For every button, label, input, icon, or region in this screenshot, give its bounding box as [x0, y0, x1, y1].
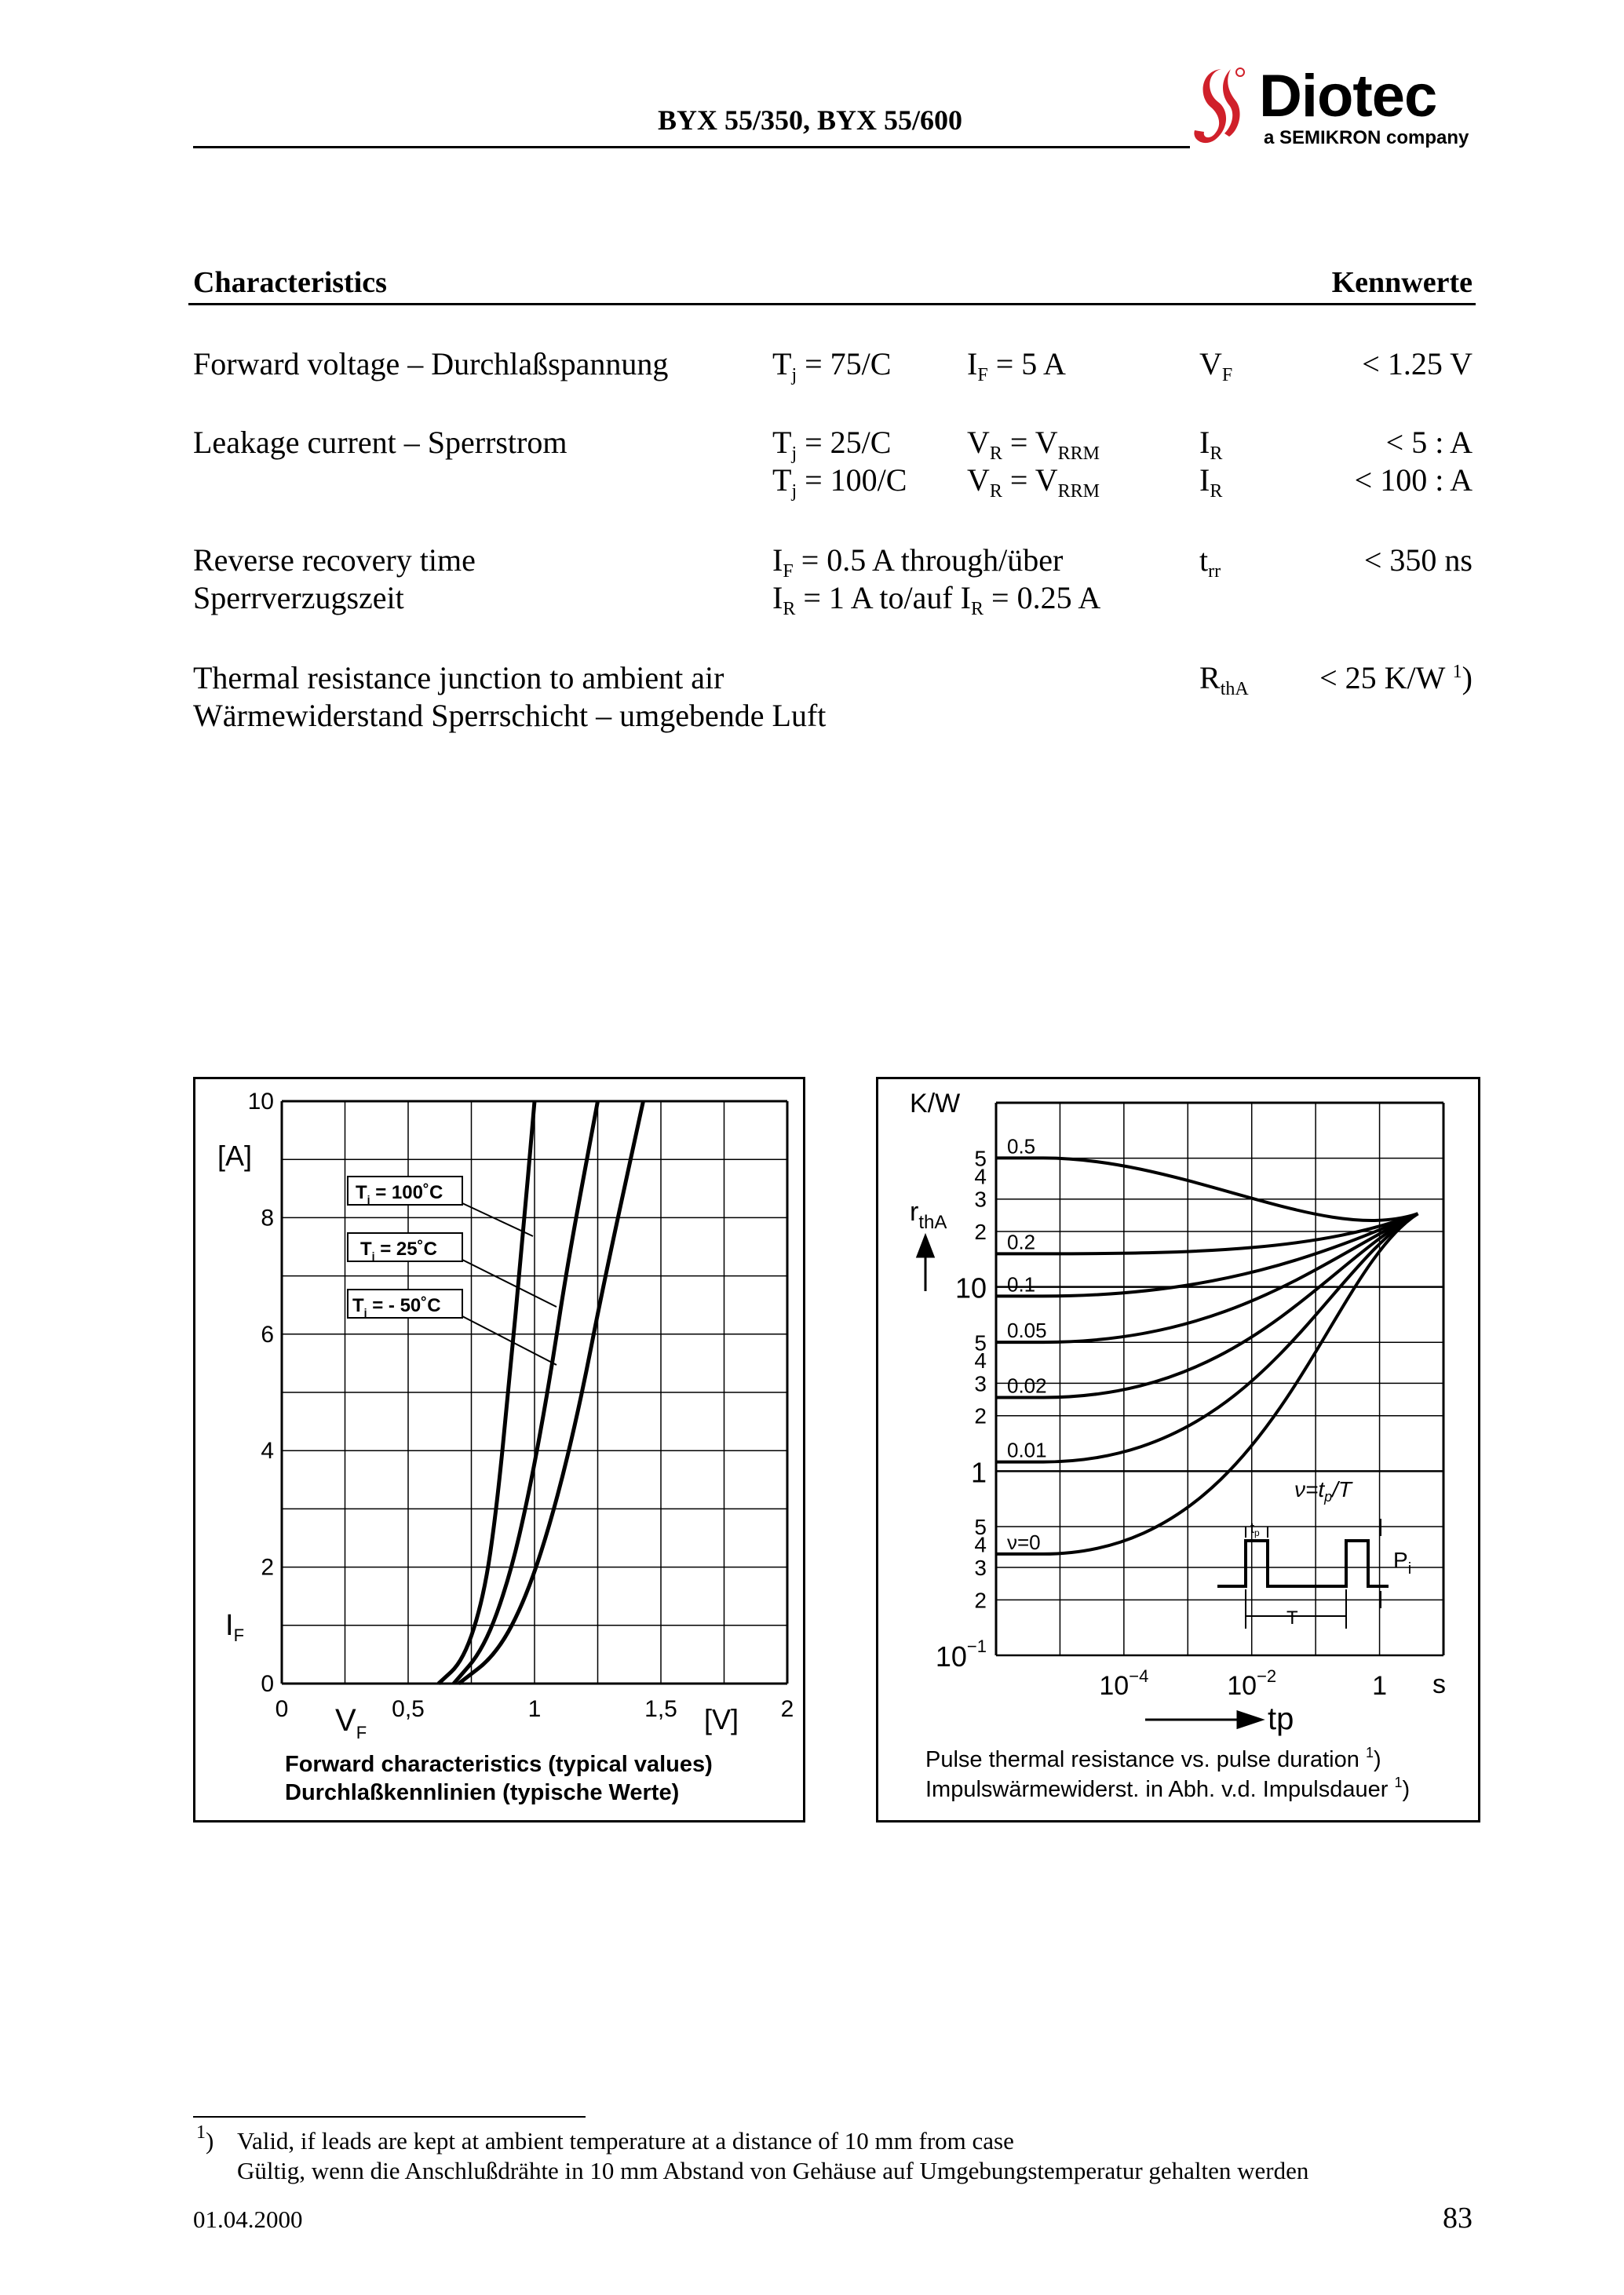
- forward-voltage-symbol: $V_F$: [1199, 346, 1233, 385]
- forward-voltage-value: < 1.25 V: [1362, 346, 1473, 381]
- inset-tp: $t_p$: [1250, 1520, 1260, 1538]
- forward-voltage-cond2: $I_F = 5$ A: [967, 346, 1066, 385]
- y-tick-exponent: −1: [966, 1636, 987, 1656]
- thermal-curve-label: 0.02: [1007, 1374, 1047, 1398]
- chart1-caption-de: Durchlaßkennlinien (typische Werte): [285, 1780, 680, 1805]
- thermal-curve-label: 0.5: [1007, 1134, 1036, 1158]
- x-tick-label: 1,5: [644, 1696, 677, 1722]
- leakage-symbol-b: $I_R$: [1199, 462, 1223, 502]
- x-tick-label: 0: [275, 1696, 289, 1722]
- recovery-cond1: $I_F = 0.5$ A through/über: [772, 542, 1064, 582]
- y-tick-label: 10: [247, 1089, 274, 1115]
- page-number: 83: [1443, 2202, 1473, 2235]
- chart2-curves: [996, 1134, 1418, 1554]
- y-major-label: 10: [954, 1272, 987, 1304]
- leakage-cond2-a: $V_R = V_{RRM}$: [967, 425, 1100, 464]
- y-minor-label: 3: [974, 1187, 987, 1212]
- footnote-text-de: Gültig, wenn die Anschlußdrähte in 10 mm Abstand von Gehäuse auf Umgebungstemperatur gehalten werden: [237, 2157, 1309, 2184]
- chart2-ticks: [936, 1147, 1387, 1701]
- leakage-cond1-a: $T_j = 25/C$: [772, 425, 892, 464]
- chart1-yunit: [A]: [217, 1140, 253, 1172]
- thermal-label: Thermal resistance junction to ambient air: [193, 660, 724, 695]
- chart2-y-arrow-icon: [918, 1236, 933, 1291]
- section-rule: [188, 303, 1476, 305]
- section-title-de: Kennwerte: [1331, 266, 1473, 299]
- x-tick-label: 1: [1372, 1671, 1388, 1701]
- brand-name: Diotec: [1259, 63, 1437, 130]
- inset-power: $P_i$: [1393, 1548, 1412, 1578]
- x-tick-exponent: −4: [1129, 1666, 1149, 1686]
- chart1-ticks: [248, 1089, 794, 1722]
- y-minor-label: 5: [974, 1514, 987, 1539]
- leakage-value-a: < 5 : A: [1385, 425, 1473, 460]
- chart2-caption: Pulse thermal resistance vs. pulse duration $^1$): [925, 1745, 1381, 1772]
- chart2-x-arrow-icon: [1145, 1712, 1261, 1728]
- footnote-mark: $^1$): [196, 2122, 214, 2155]
- section-title: Characteristics: [193, 266, 387, 299]
- y-minor-label: 2: [974, 1220, 987, 1245]
- leakage-symbol-a: $I_R$: [1199, 425, 1223, 464]
- legend-label-minus50c: [348, 1290, 462, 1319]
- thermal-curve-label: ν=0: [1007, 1530, 1041, 1554]
- recovery-symbol: $t_{rr}$: [1199, 542, 1221, 582]
- forward-voltage-label: Forward voltage – Durchlaßspannung: [193, 346, 669, 381]
- recovery-cond2: $I_R = 1$ A to/auf $I_R = 0.25$ A: [772, 580, 1101, 619]
- thermal-value: < 25 K/W $^1$): [1319, 660, 1473, 695]
- pulse-thermal-resistance-svg: [878, 1079, 1478, 1820]
- header-rule: [193, 146, 1190, 148]
- x-tick-label: 0,5: [392, 1696, 425, 1722]
- chart2-caption-de: Impulswärmewiderst. in Abh. v.d. Impulsdauer $^1$): [925, 1775, 1411, 1802]
- recovery-value: < 350 ns: [1363, 542, 1473, 578]
- thermal-label-de: Wärmewiderstand Sperrschicht – umgebende Luft: [193, 698, 827, 733]
- y-minor-label: 4: [974, 1532, 987, 1557]
- leakage-current-label: Leakage current – Sperrstrom: [193, 425, 567, 460]
- svg-text:Tj = 25˚C: $T_j$ = 25˚C: [360, 1239, 437, 1262]
- legend-label-100c: [348, 1177, 462, 1206]
- y-minor-label: 3: [974, 1556, 987, 1581]
- recovery-label-de: Sperrverzugszeit: [193, 580, 404, 615]
- legend-label-25c: [348, 1233, 462, 1262]
- thermal-curve-label: 0.01: [1007, 1438, 1047, 1462]
- leakage-value-b: < 100 : A: [1354, 462, 1473, 498]
- y-tick-label: 4: [261, 1438, 274, 1465]
- y-tick-label: 0: [261, 1671, 274, 1697]
- recovery-label: Reverse recovery time: [193, 542, 476, 578]
- y-tick-label: 8: [261, 1205, 274, 1231]
- x-tick-exponent: −2: [1257, 1666, 1277, 1686]
- thermal-curve-label: 0.1: [1007, 1272, 1036, 1297]
- thermal-curve-label: 0.2: [1007, 1230, 1036, 1254]
- chart1-xunit: [V]: [704, 1703, 739, 1735]
- x-tick-label: 2: [780, 1696, 794, 1722]
- leader-25c: [462, 1260, 557, 1307]
- y-minor-label: 4: [974, 1348, 987, 1374]
- chart2-grid: [996, 1103, 1443, 1655]
- y-minor-label: 4: [974, 1164, 987, 1189]
- chart1-xlabel: $V_F$: [335, 1703, 367, 1742]
- thermal-symbol: $R_{thA}$: [1199, 660, 1249, 699]
- y-minor-label: 5: [974, 1146, 987, 1171]
- svg-text:Tj = - 50˚C: $T_j$ = - 50˚C: [352, 1295, 441, 1319]
- x-tick-label: $10^{-4}$: [1099, 1666, 1149, 1701]
- y-minor-label: 5: [974, 1330, 987, 1355]
- y-minor-label: 3: [974, 1371, 987, 1396]
- footnote-text: Valid, if leads are kept at ambient temperature at a distance of 10 mm from case: [237, 2127, 1014, 2155]
- chart2-xunit: s: [1432, 1669, 1446, 1699]
- x-tick-label: $10^{-2}$: [1227, 1666, 1277, 1701]
- x-tick-label: 1: [527, 1696, 542, 1722]
- pulse-inset: [1217, 1477, 1411, 1629]
- y-major-label: $10^{-1}$: [935, 1636, 987, 1673]
- inset-period: T: [1286, 1607, 1298, 1629]
- forward-characteristics-chart: [193, 1077, 805, 1822]
- leakage-cond1-b: $T_j = 100/C$: [772, 462, 907, 502]
- pulse-thermal-resistance-chart: [876, 1077, 1480, 1822]
- brand-tagline: a SEMIKRON company: [1264, 127, 1469, 148]
- chart1-ylabel: $I_F$: [225, 1609, 245, 1645]
- footer-date: 01.04.2000: [193, 2206, 303, 2233]
- y-minor-label: 2: [974, 1588, 987, 1613]
- y-major-label: 1: [970, 1456, 987, 1489]
- leakage-cond2-b: $V_R = V_{RRM}$: [967, 462, 1100, 502]
- pulse-waveform: [1217, 1541, 1389, 1586]
- chart2-ylabel: $r_{thA}$: [910, 1197, 947, 1233]
- y-minor-label: 2: [974, 1403, 987, 1428]
- y-tick-label: 6: [261, 1321, 274, 1348]
- forward-voltage-cond1: $T_j = 75/C$: [772, 346, 892, 385]
- document-title: BYX 55/350, BYX 55/600: [658, 104, 963, 136]
- chart1-caption: Forward characteristics (typical values): [285, 1752, 713, 1777]
- forward-characteristics-svg: [195, 1079, 803, 1820]
- chart2-yunit: K/W: [910, 1089, 961, 1118]
- svg-text:Tj = 100˚C: $T_j$ = 100˚C: [356, 1182, 443, 1206]
- chart2-xlabel: tp: [1268, 1702, 1294, 1736]
- thermal-curve-0: [996, 1158, 1418, 1220]
- inset-formula: $\nu=t_p/T$: [1294, 1477, 1352, 1505]
- thermal-curve-label: 0.05: [1007, 1319, 1047, 1343]
- y-tick-label: 2: [261, 1554, 274, 1581]
- footnote-rule: [193, 2116, 586, 2118]
